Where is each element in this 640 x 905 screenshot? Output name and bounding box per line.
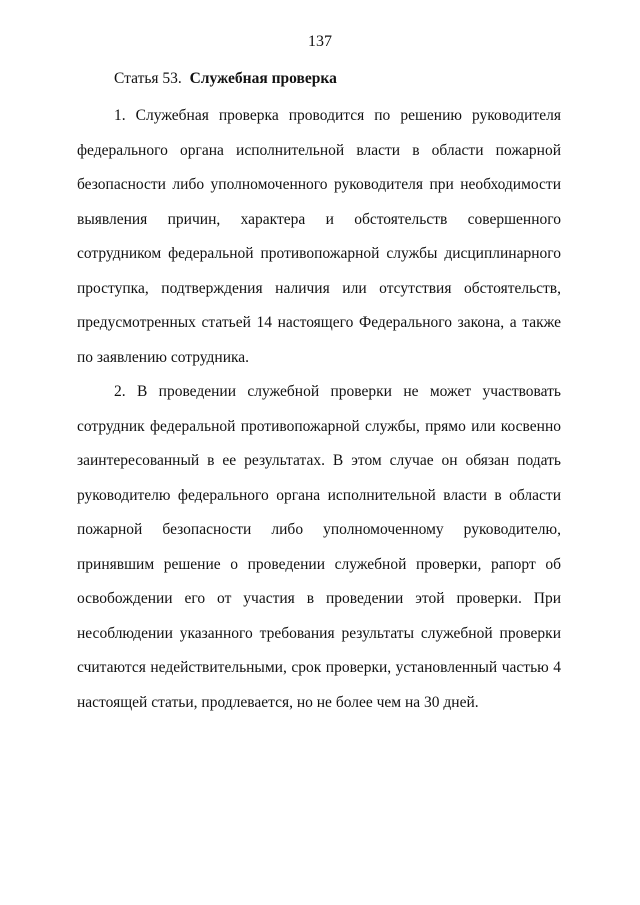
article-body bbox=[77, 99, 561, 720]
article-label: Статья 53. bbox=[114, 70, 182, 87]
page-number: 137 bbox=[308, 33, 332, 50]
article-heading bbox=[114, 70, 337, 88]
paragraph-1: 1. Служебная проверка проводится по решению руководителя федерального органа исполнительной власти в области пожарной безопасности либо уполномоченного руководителя при необходимости выявления причин, характера и обстоятельств совершенного сотрудником федеральной противопожарной службы дисциплинарного проступка, подтверждения наличия или отсутствия обстоятельств, предусмотренных статьей 14 настоящего Федерального закона, а также по заявлению сотрудника. bbox=[77, 107, 561, 366]
article-title: Служебная проверка bbox=[189, 70, 337, 87]
paragraph-2: 2. В проведении служебной проверки не может участвовать сотрудник федеральной противопожарной службы, прямо или косвенно заинтересованный в ее результатах. В этом случае он обязан подать руководителю федерального органа исполнительной власти в области пожарной безопасности либо уполномоченному руководителю, принявшим решение о проведении служебной проверки, рапорт об освобождении его от участия в проведении этой проверки. При несоблюдении указанного требования результаты служебной проверки считаются недействительными, срок проверки, установленный частью 4 настоящей статьи, продлевается, но не более чем на 30 дней. bbox=[77, 383, 561, 711]
